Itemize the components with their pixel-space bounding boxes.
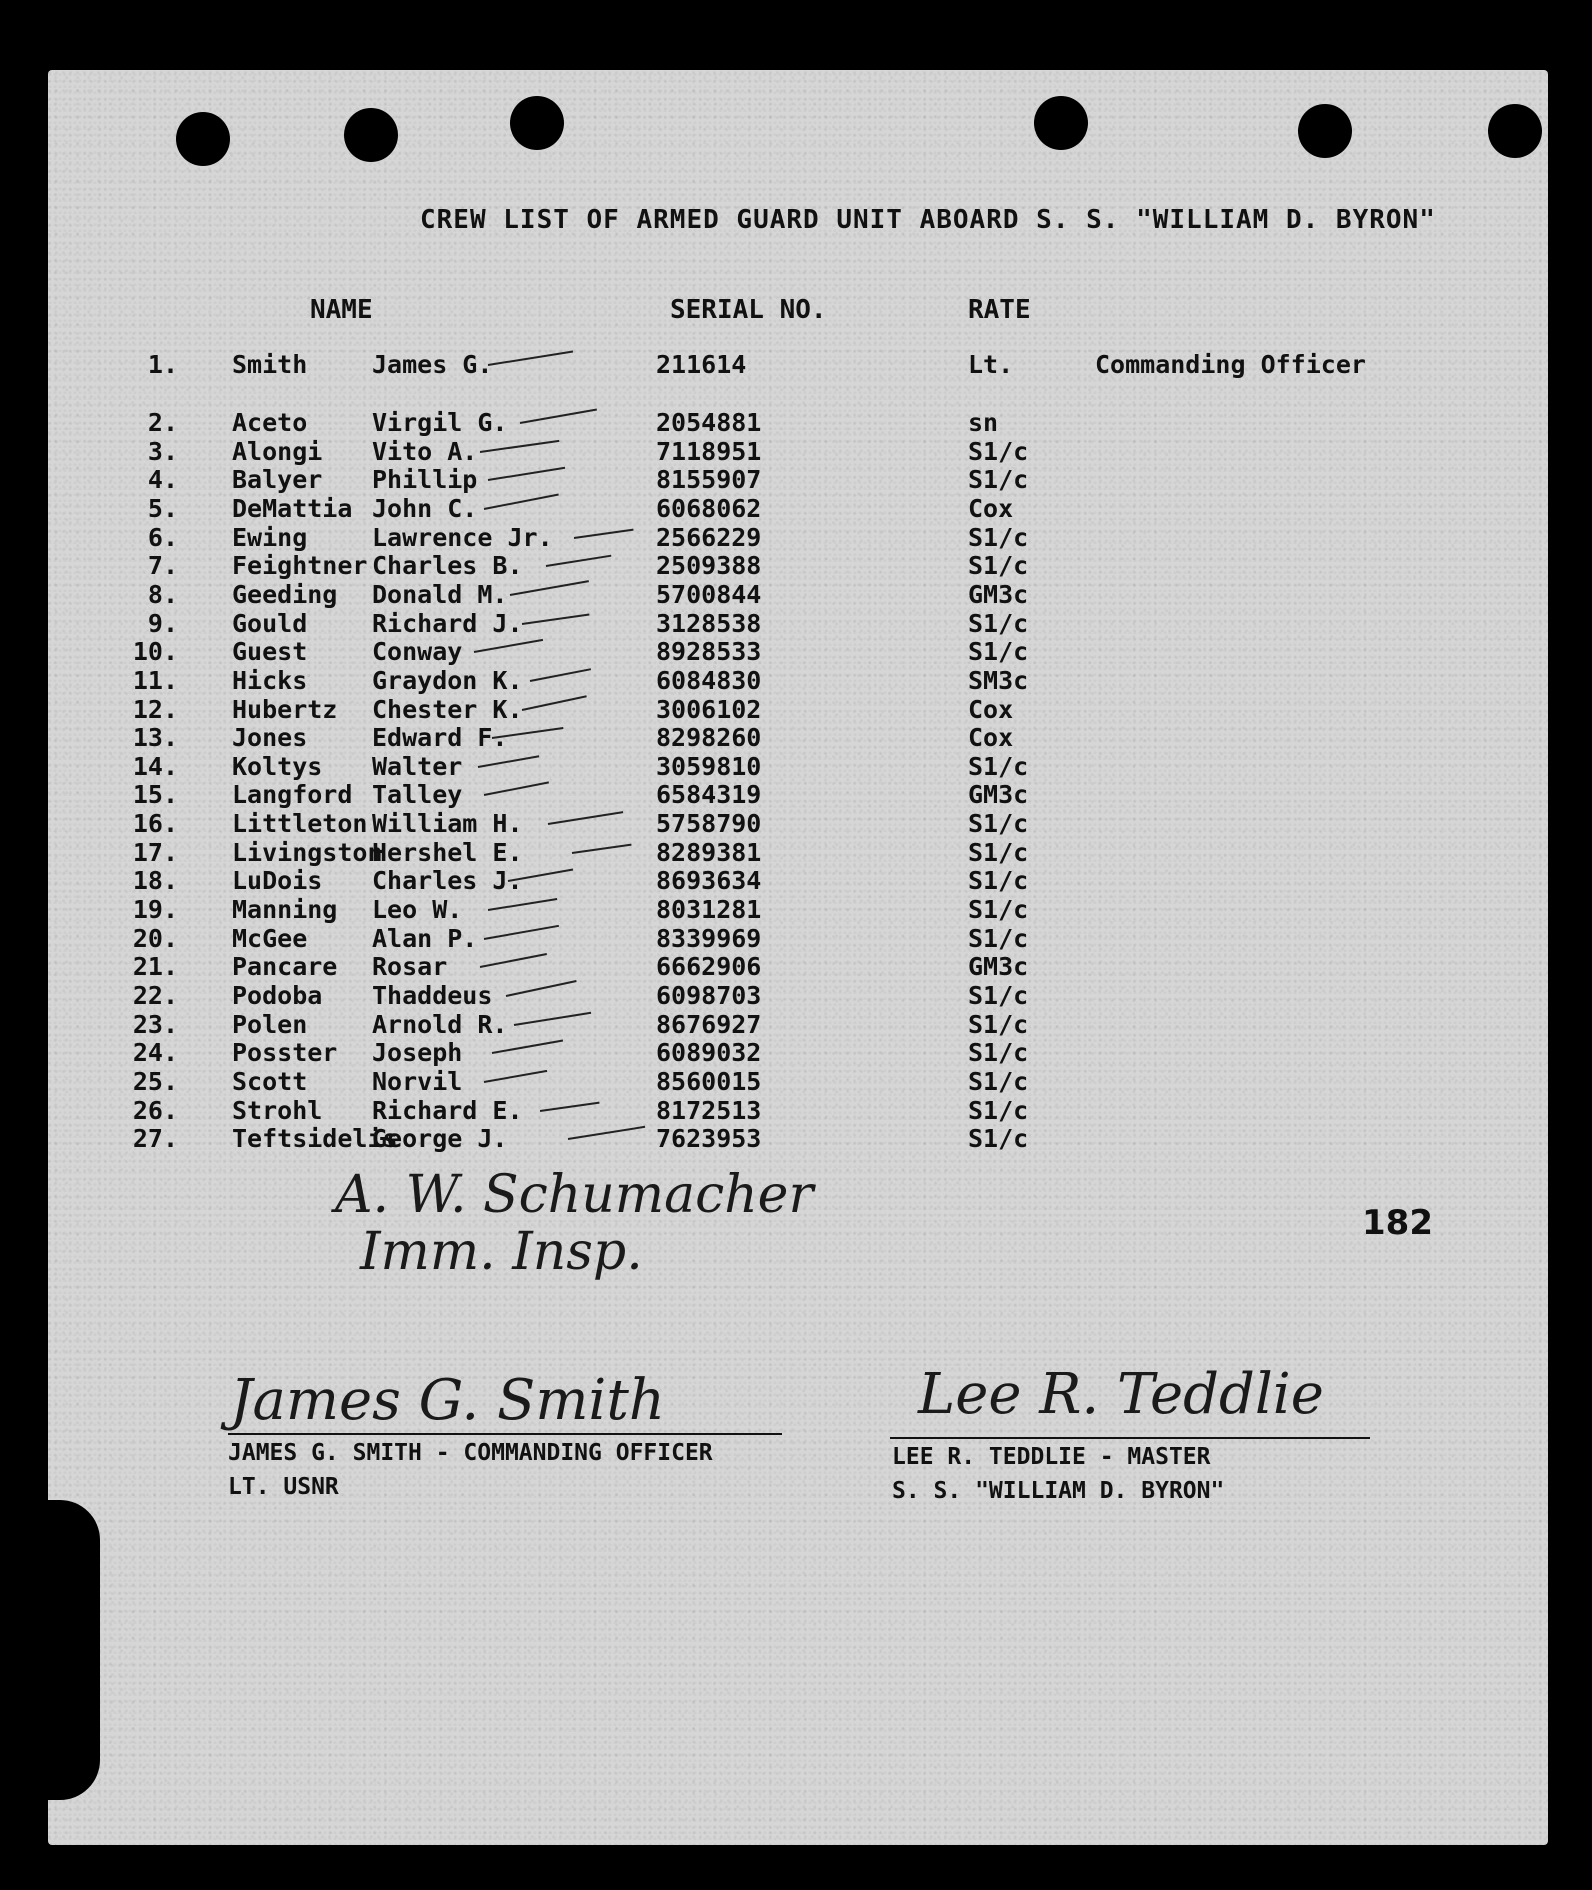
- last-name: Pancare: [232, 952, 338, 982]
- row-number: 8.: [147, 579, 178, 609]
- rate: S1/c: [968, 981, 1029, 1010]
- row-number: 6.: [147, 522, 178, 552]
- serial-number: 8928533: [656, 637, 762, 667]
- first-name: Norvil: [372, 1066, 463, 1096]
- rate: S1/c: [968, 1066, 1029, 1096]
- serial-number: 8031281: [656, 895, 762, 925]
- first-name: William H.: [372, 809, 523, 839]
- commanding-officer-row: [0, 350, 1592, 384]
- first-name: Vito A.: [372, 436, 478, 466]
- rate: GM3c: [968, 952, 1029, 982]
- first-name: George J.: [372, 1124, 508, 1154]
- last-name: Hubertz: [232, 694, 338, 724]
- first-name: Alan P.: [372, 923, 478, 953]
- crew-row: [0, 1038, 1592, 1067]
- crew-row: [0, 780, 1592, 809]
- first-name: Conway: [372, 637, 463, 667]
- last-name: LuDois: [232, 866, 323, 896]
- row-number: 19.: [132, 895, 178, 925]
- serial-number: 8172513: [656, 1095, 762, 1125]
- last-name: Koltys: [232, 751, 323, 781]
- serial-number: 8289381: [656, 837, 762, 867]
- crew-row: [0, 580, 1592, 609]
- row-number: 26.: [132, 1095, 178, 1125]
- first-name: Charles B.: [372, 551, 523, 581]
- rate: sn: [968, 408, 999, 437]
- crew-row: [0, 695, 1592, 724]
- role: Commanding Officer: [1095, 350, 1366, 379]
- first-name: Lawrence Jr.: [372, 522, 553, 552]
- rate: S1/c: [968, 1038, 1029, 1068]
- left-signature-name: JAMES G. SMITH - COMMANDING OFFICER: [228, 1440, 713, 1466]
- row-number: 1.: [147, 350, 178, 379]
- right-signature-script: Lee R. Teddlie: [918, 1362, 1324, 1427]
- crew-row: [0, 637, 1592, 666]
- crew-row: [0, 494, 1592, 523]
- rate: S1/c: [968, 1124, 1029, 1154]
- last-name: Geeding: [232, 579, 338, 609]
- first-name: Edward F.: [372, 723, 508, 753]
- crew-row: [0, 924, 1592, 953]
- first-name: John C.: [372, 493, 478, 523]
- last-name: Livingston: [232, 837, 383, 867]
- crew-row: [0, 952, 1592, 981]
- torn-edge: [40, 1500, 100, 1800]
- first-name: Arnold R.: [372, 1009, 508, 1039]
- serial-number: 8339969: [656, 923, 762, 953]
- serial-number: 6662906: [656, 952, 762, 982]
- row-number: 5.: [147, 493, 178, 523]
- rate: S1/c: [968, 837, 1029, 867]
- last-name: Strohl: [232, 1095, 323, 1125]
- punch-hole: [1034, 96, 1088, 150]
- last-name: Alongi: [232, 436, 323, 466]
- page-number: 182: [1362, 1203, 1433, 1243]
- rate: S1/c: [968, 1095, 1029, 1125]
- punch-hole: [1488, 104, 1542, 158]
- row-number: 10.: [132, 637, 178, 667]
- last-name: Manning: [232, 895, 338, 925]
- last-name: Littleton: [232, 809, 368, 839]
- row-number: 22.: [132, 981, 178, 1010]
- crew-row: [0, 551, 1592, 580]
- last-name: McGee: [232, 923, 308, 953]
- right-signature-name: LEE R. TEDDLIE - MASTER: [892, 1444, 1211, 1470]
- crew-row: [0, 981, 1592, 1010]
- last-name: Langford: [232, 780, 353, 810]
- rate: S1/c: [968, 895, 1029, 925]
- last-name: Guest: [232, 637, 308, 667]
- serial-number: 6098703: [656, 981, 762, 1010]
- rate: S1/c: [968, 436, 1029, 466]
- crew-row: [0, 752, 1592, 781]
- punch-hole: [1298, 104, 1352, 158]
- last-name: Balyer: [232, 465, 323, 495]
- header-rate: RATE: [968, 295, 1031, 325]
- last-name: Smith: [232, 350, 308, 379]
- serial-number: 8560015: [656, 1066, 762, 1096]
- row-number: 25.: [132, 1066, 178, 1096]
- first-name: Joseph: [372, 1038, 463, 1068]
- left-signature-script: James G. Smith: [230, 1368, 665, 1433]
- first-name: Hershel E.: [372, 837, 523, 867]
- rate: S1/c: [968, 637, 1029, 667]
- inspector-title-signature: Imm. Insp.: [360, 1222, 643, 1282]
- last-name: DeMattia: [232, 493, 353, 523]
- last-name: Polen: [232, 1009, 308, 1039]
- serial-number: 3006102: [656, 694, 762, 724]
- row-number: 11.: [132, 665, 178, 695]
- first-name: Walter: [372, 751, 463, 781]
- right-signature-line: [890, 1437, 1370, 1439]
- rate: S1/c: [968, 551, 1029, 581]
- crew-row: [0, 408, 1592, 437]
- last-name: Podoba: [232, 981, 323, 1010]
- rate: Lt.: [968, 350, 1014, 379]
- rate: SM3c: [968, 665, 1029, 695]
- crew-row: [0, 666, 1592, 695]
- left-signature-rank: LT. USNR: [228, 1474, 339, 1500]
- row-number: 2.: [147, 408, 178, 437]
- row-number: 20.: [132, 923, 178, 953]
- first-name: Charles J.: [372, 866, 523, 896]
- right-signature-vessel: S. S. "WILLIAM D. BYRON": [892, 1478, 1225, 1504]
- serial-number: 2509388: [656, 551, 762, 581]
- rate: S1/c: [968, 608, 1029, 638]
- serial-number: 6089032: [656, 1038, 762, 1068]
- serial-number: 6584319: [656, 780, 762, 810]
- first-name: Phillip: [372, 465, 478, 495]
- rate: Cox: [968, 493, 1014, 523]
- first-name: James G.: [372, 350, 493, 379]
- rate: Cox: [968, 723, 1014, 753]
- serial-number: 5758790: [656, 809, 762, 839]
- first-name: Chester K.: [372, 694, 523, 724]
- last-name: Teftsidelis: [232, 1124, 398, 1154]
- rate: S1/c: [968, 751, 1029, 781]
- row-number: 14.: [132, 751, 178, 781]
- crew-row: [0, 523, 1592, 552]
- serial-number: 211614: [656, 350, 747, 379]
- crew-row: [0, 609, 1592, 638]
- document-title: CREW LIST OF ARMED GUARD UNIT ABOARD S. S. "WILLIAM D. BYRON": [420, 205, 1436, 235]
- row-number: 4.: [147, 465, 178, 495]
- header-serial: SERIAL NO.: [670, 295, 827, 325]
- last-name: Hicks: [232, 665, 308, 695]
- first-name: Graydon K.: [372, 665, 523, 695]
- last-name: Gould: [232, 608, 308, 638]
- serial-number: 7623953: [656, 1124, 762, 1154]
- last-name: Feightner: [232, 551, 368, 581]
- first-name: Donald M.: [372, 579, 508, 609]
- row-number: 16.: [132, 809, 178, 839]
- rate: S1/c: [968, 923, 1029, 953]
- serial-number: 6068062: [656, 493, 762, 523]
- row-number: 12.: [132, 694, 178, 724]
- crew-row: [0, 866, 1592, 895]
- rate: Cox: [968, 694, 1014, 724]
- first-name: Talley: [372, 780, 463, 810]
- rate: S1/c: [968, 866, 1029, 896]
- last-name: Posster: [232, 1038, 338, 1068]
- row-number: 7.: [147, 551, 178, 581]
- punch-hole: [176, 112, 230, 166]
- row-number: 27.: [132, 1124, 178, 1154]
- serial-number: 2566229: [656, 522, 762, 552]
- rate: S1/c: [968, 809, 1029, 839]
- crew-row: [0, 1010, 1592, 1039]
- last-name: Jones: [232, 723, 308, 753]
- crew-row: [0, 809, 1592, 838]
- header-name: NAME: [310, 295, 373, 325]
- row-number: 18.: [132, 866, 178, 896]
- punch-hole: [344, 108, 398, 162]
- row-number: 9.: [147, 608, 178, 638]
- row-number: 13.: [132, 723, 178, 753]
- crew-row: [0, 465, 1592, 494]
- serial-number: 3128538: [656, 608, 762, 638]
- rate: GM3c: [968, 579, 1029, 609]
- row-number: 3.: [147, 436, 178, 466]
- punch-hole: [510, 96, 564, 150]
- first-name: Richard E.: [372, 1095, 523, 1125]
- serial-number: 3059810: [656, 751, 762, 781]
- crew-row: [0, 437, 1592, 466]
- first-name: Richard J.: [372, 608, 523, 638]
- last-name: Scott: [232, 1066, 308, 1096]
- inspector-signature: A. W. Schumacher: [335, 1165, 814, 1225]
- crew-row: [0, 723, 1592, 752]
- row-number: 24.: [132, 1038, 178, 1068]
- serial-number: 2054881: [656, 408, 762, 437]
- crew-row: [0, 1067, 1592, 1096]
- crew-row: [0, 1096, 1592, 1125]
- serial-number: 7118951: [656, 436, 762, 466]
- crew-row: [0, 895, 1592, 924]
- serial-number: 5700844: [656, 579, 762, 609]
- crew-row: [0, 1124, 1592, 1153]
- last-name: Aceto: [232, 408, 308, 437]
- serial-number: 8298260: [656, 723, 762, 753]
- serial-number: 8693634: [656, 866, 762, 896]
- crew-row: [0, 838, 1592, 867]
- rate: S1/c: [968, 522, 1029, 552]
- serial-number: 8155907: [656, 465, 762, 495]
- row-number: 15.: [132, 780, 178, 810]
- first-name: Leo W.: [372, 895, 463, 925]
- rate: S1/c: [968, 1009, 1029, 1039]
- row-number: 21.: [132, 952, 178, 982]
- serial-number: 6084830: [656, 665, 762, 695]
- rate: S1/c: [968, 465, 1029, 495]
- first-name: Rosar: [372, 952, 448, 982]
- left-signature-line: [228, 1433, 782, 1435]
- first-name: Thaddeus: [372, 981, 493, 1010]
- row-number: 23.: [132, 1009, 178, 1039]
- rate: GM3c: [968, 780, 1029, 810]
- last-name: Ewing: [232, 522, 308, 552]
- serial-number: 8676927: [656, 1009, 762, 1039]
- row-number: 17.: [132, 837, 178, 867]
- first-name: Virgil G.: [372, 408, 508, 437]
